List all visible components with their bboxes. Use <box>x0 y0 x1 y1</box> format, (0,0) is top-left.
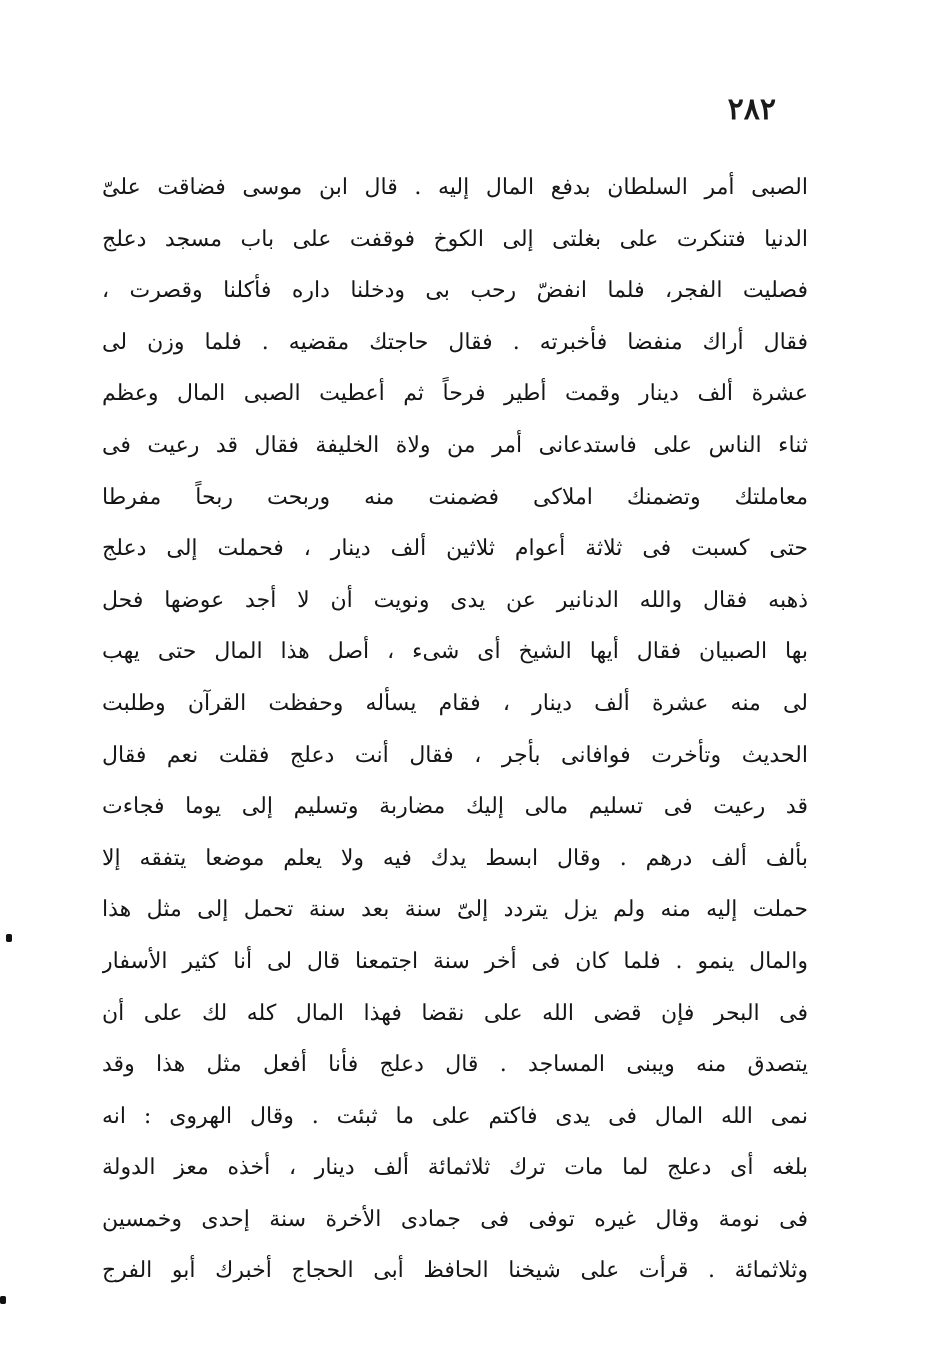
text-line: وثلاثمائة . قرأت على شيخنا الحافظ أبى الحجاج أخبرك أبو الفرج <box>102 1258 808 1284</box>
text-line: معاملتك وتضمنك املاكى فضمنت منه وربحت ربحاً مفرطا <box>102 484 808 510</box>
text-line: عشرة ألف دينار وقمت أطير فرحاً ثم أعطيت الصبى المال وعظم <box>102 381 808 407</box>
text-line: قد رعيت فى تسليم مالى إليك مضاربة وتسليم إلى يوما فجاءت <box>102 794 808 820</box>
text-line: فقال أراك منفضا فأخبرته . فقال حاجتك مقضيه . فلما وزن لى <box>102 329 808 355</box>
text-line: الدنيا فتنكرت على بغلتى إلى الكوخ فوقفت على باب مسجد دعلج <box>102 226 808 252</box>
text-line: فصليت الفجر، فلما انفضّ رحب بى ودخلنا داره فأكلنا وقصرت ، <box>102 278 808 304</box>
margin-mark <box>6 934 12 942</box>
text-line: يتصدق منه ويبنى المساجد . قال دعلج فأنا أفعل مثل هذا وقد <box>102 1052 808 1078</box>
text-line: فى البحر فإن قضى الله على نقضا فهذا المال كله لك على أن <box>102 1000 808 1026</box>
text-line: ذهبه فقال والله الدنانير عن يدى ونويت أن لا أجد عوضها فحل <box>102 587 808 613</box>
text-line: الحديث وتأخرت فوافانى بأجر ، فقال أنت دعلج فقلت نعم فقال <box>102 742 808 768</box>
text-line: والمال ينمو . فلما كان فى أخر سنة اجتمعنا قال لى أنا كثير الأسفار <box>102 948 808 974</box>
text-line: نمى الله المال فى يدى فاكتم على ما ثبئت . وقال الهروى : انه <box>102 1103 808 1129</box>
page-number: ٢٨٢ <box>727 92 776 127</box>
body-text <box>102 162 808 1297</box>
text-line: بها الصبيان فقال أيها الشيخ أى شىء ، أصل هذا المال حتى يهب <box>102 639 808 665</box>
text-line: فى نومة وقال غيره توفى فى جمادى الأخرة سنة إحدى وخمسين <box>102 1206 808 1232</box>
text-line: ثناء الناس على فاستدعانى أمر من ولاة الخليفة فقال قد رعيت فى <box>102 432 808 458</box>
text-line: حتى كسبت فى ثلاثة أعوام ثلاثين ألف دينار ، فحملت إلى دعلج <box>102 536 808 562</box>
text-line: لى منه عشرة ألف دينار ، فقام يسأله وحفظت القرآن وطلبت <box>102 690 808 716</box>
text-line: بألف ألف درهم . وقال ابسط يدك فيه ولا يعلم موضعا يتفقه إلا <box>102 845 808 871</box>
text-line: حملت إليه منه ولم يزل يتردد إلىّ سنة بعد سنة تحمل إلى مثل هذا <box>102 897 808 923</box>
margin-mark <box>0 1296 6 1304</box>
text-line: بلغه أى دعلج لما مات ترك ثلاثمائة ألف دينار ، أخذه معز الدولة <box>102 1155 808 1181</box>
text-line: الصبى أمر السلطان بدفع المال إليه . قال ابن موسى فضاقت علىّ <box>102 175 808 200</box>
